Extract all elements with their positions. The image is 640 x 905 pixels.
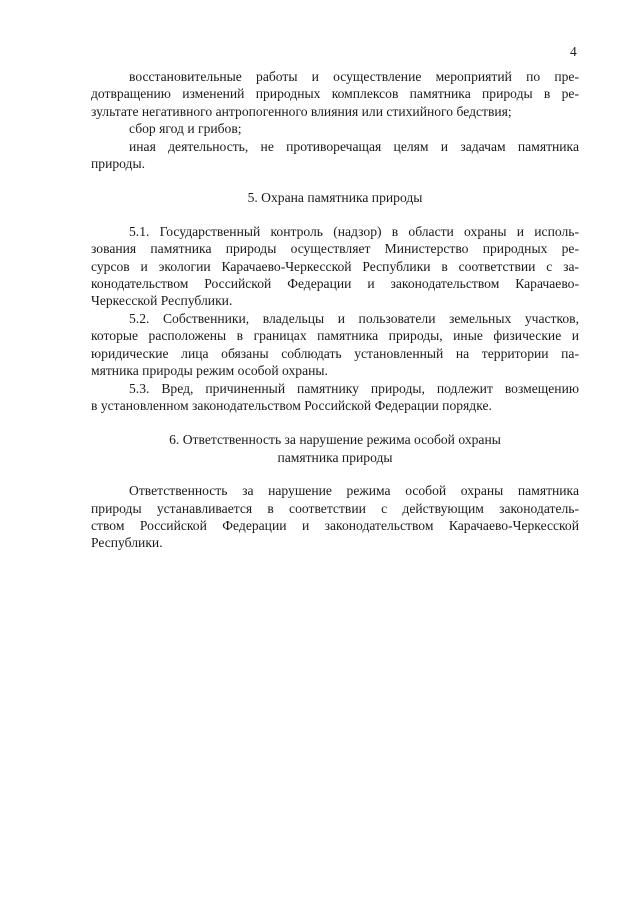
text-line: юридические лица обязаны соблюдать установленный на территории па- [91, 345, 579, 361]
section-6-heading-line-2: памятника природы [277, 449, 393, 465]
text-line: дотвращению изменений природных комплексов памятника природы в ре- [91, 86, 579, 102]
text-line: сурсов и экологии Карачаево-Черкесской Республики в соответствии с за- [91, 258, 579, 274]
text-line: сбор ягод и грибов; [129, 121, 242, 137]
page-number: 4 [570, 44, 577, 59]
text-line: природы. [91, 156, 145, 172]
text-line: восстановительные работы и осуществление мероприятий по пре- [129, 69, 579, 84]
paragraph-5-2 [91, 310, 579, 380]
section-5-heading: 5. Охрана памятника природы [247, 190, 423, 206]
text-line: природы устанавливается в соответствии с действующим законодатель- [91, 500, 579, 516]
document-body [91, 68, 579, 552]
text-line: Черкесской Республики. [91, 293, 233, 309]
text-line: иная деятельность, не противоречащая целям и задачам памятника [129, 138, 579, 154]
text-line: 5.2. Собственники, владельцы и пользователи земельных участков, [129, 310, 579, 326]
text-line: ством Российской Федерации и законодательством Карачаево-Черкесской [91, 517, 579, 533]
paragraph-5-1 [91, 223, 579, 310]
text-line: в установленном законодательством Российской Федерации порядке. [91, 397, 492, 413]
intro-paragraph [91, 68, 579, 120]
paragraph-5-3 [91, 380, 579, 415]
text-line: Ответственность за нарушение режима особой охраны памятника [129, 483, 579, 499]
paragraph-6 [91, 482, 579, 552]
list-item-berries [91, 120, 579, 137]
text-line: Республики. [91, 535, 163, 551]
text-line: мятника природы режим особой охраны. [91, 363, 328, 379]
text-line: конодательством Российской Федерации и законодательством Карачаево- [91, 276, 579, 292]
text-line: 5.1. Государственный контроль (надзор) в области охраны и исполь- [129, 223, 579, 239]
section-6-heading-line-1: 6. Ответственность за нарушение режима особой охраны [169, 432, 501, 448]
text-line: зультате негативного антропогенного влияния или стихийного бедствия; [91, 103, 512, 119]
text-line: зования памятника природы осуществляет Министерство природных ре- [91, 241, 579, 257]
text-line: 5.3. Вред, причиненный памятнику природы, подлежит возмещению [129, 380, 579, 396]
text-line: которые расположены в границах памятника природы, иные физические и [91, 328, 579, 344]
list-item-other-activity [91, 138, 579, 173]
